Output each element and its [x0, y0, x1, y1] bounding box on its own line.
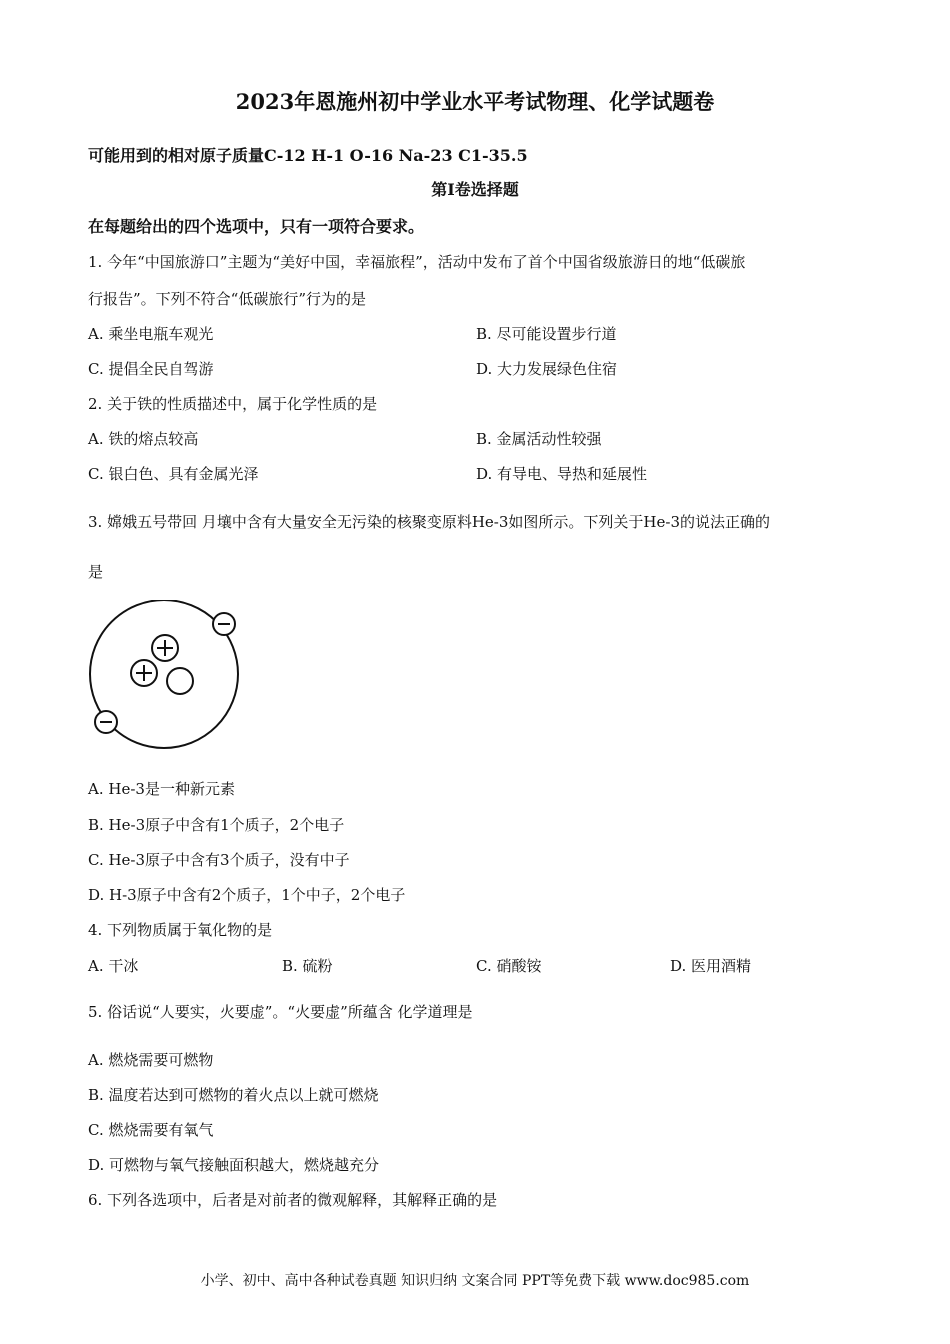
q3-stem-line1: 3. 嫦娥五号带回 月壤中含有大量安全无污染的核聚变原料He-3如图所示。下列关于He-3的说法正确的: [88, 513, 770, 531]
q1-option-c: C. 提倡全民自驾游: [88, 360, 214, 378]
q1-option-d: D. 大力发展绿色住宿: [476, 360, 618, 378]
q5-stem: 5. 俗话说“人要实，火要虚”。“火要虚”所蕴含 化学道理是: [88, 1003, 473, 1021]
q2-option-a: A. 铁的熔点较高: [88, 430, 199, 448]
q3-option-a: A. He-3是一种新元素: [88, 780, 235, 798]
instruction: 在每题给出的四个选项中，只有一项符合要求。: [88, 217, 425, 236]
proton-1: [152, 635, 178, 661]
page-footer: 小学、初中、高中各种试卷真题 知识归纳 文案合同 PPT等免费下载 www.doc985.com: [200, 1273, 750, 1289]
q5-option-d: D. 可燃物与氧气接触面积越大，燃烧越充分: [88, 1156, 380, 1174]
q2-option-c: C. 银白色、具有金属光泽: [88, 465, 259, 483]
proton-2: [131, 660, 157, 686]
q1-option-b: B. 尽可能设置步行道: [476, 325, 617, 343]
q4-option-b: B. 硫粉: [282, 957, 333, 975]
atom-diagram: [84, 600, 248, 750]
q2-stem: 2. 关于铁的性质描述中，属于化学性质的是: [88, 395, 378, 413]
electron-2: [95, 711, 117, 733]
q3-option-c: C. He-3原子中含有3个质子，没有中子: [88, 851, 350, 869]
q1-option-a: A. 乘坐电瓶车观光: [88, 325, 214, 343]
q4-option-d: D. 医用酒精: [670, 957, 752, 975]
q5-option-b: B. 温度若达到可燃物的着火点以上就可燃烧: [88, 1086, 379, 1104]
atomic-mass-line: 可能用到的相对原子质量C-12 H-1 O-16 Na-23 C1-35.5: [88, 146, 528, 165]
q1-stem-line2: 行报告”。下列不符合“低碳旅行”行为的是: [88, 290, 367, 308]
section-title: 第I卷选择题: [431, 180, 519, 199]
q3-option-b: B. He-3原子中含有1个质子，2个电子: [88, 816, 345, 834]
q4-option-c: C. 硝酸铵: [476, 957, 542, 975]
page-title: 2023年恩施州初中学业水平考试物理、化学试题卷: [235, 89, 715, 114]
q5-option-a: A. 燃烧需要可燃物: [88, 1051, 214, 1069]
q3-option-d: D. H-3原子中含有2个质子，1个中子，2个电子: [88, 886, 406, 904]
electron-1: [213, 613, 235, 635]
neutron: [167, 668, 193, 694]
q6-stem: 6. 下列各选项中，后者是对前者的微观解释，其解释正确的是: [88, 1191, 498, 1209]
q5-option-c: C. 燃烧需要有氧气: [88, 1121, 214, 1139]
q4-stem: 4. 下列物质属于氧化物的是: [88, 921, 273, 939]
q2-option-d: D. 有导电、导热和延展性: [476, 465, 648, 483]
q2-option-b: B. 金属活动性较强: [476, 430, 602, 448]
q3-stem-line2: 是: [88, 563, 104, 581]
q1-stem-line1: 1. 今年“中国旅游口”主题为“美好中国，幸福旅程”，活动中发布了首个中国省级旅游日的地“低碳旅: [88, 253, 746, 271]
q4-option-a: A. 干冰: [88, 957, 139, 975]
